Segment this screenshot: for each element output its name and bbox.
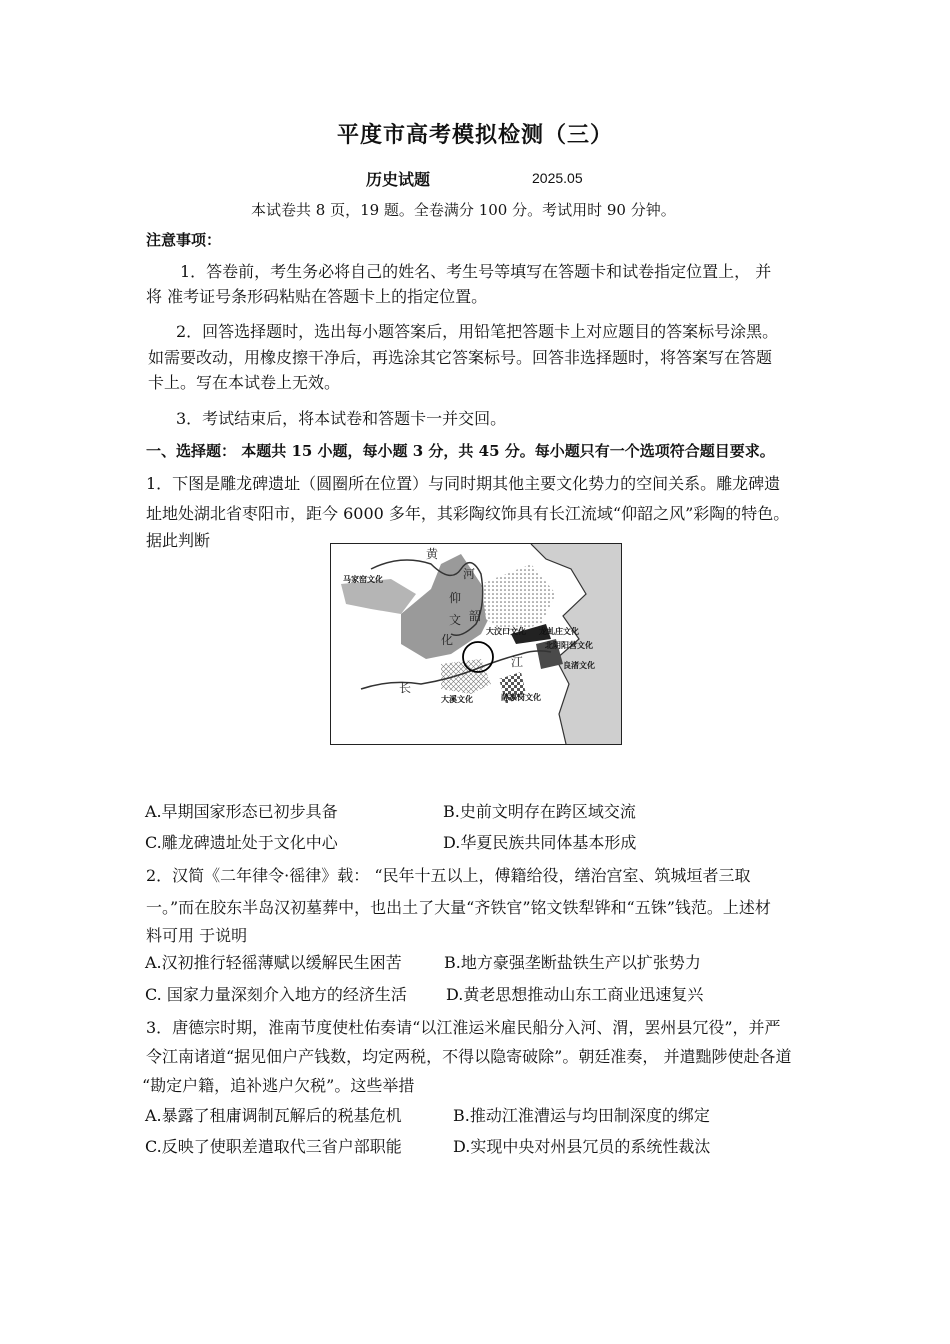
q1-option-b: B.史前文明存在跨区域交流 bbox=[443, 802, 636, 821]
label-chang: 长 bbox=[399, 681, 412, 695]
label-longqiuzhuang: 龙虬庄文化 bbox=[539, 627, 579, 636]
label-liangzhu: 良渚文化 bbox=[563, 661, 595, 670]
label-jiang: 江 bbox=[511, 655, 524, 669]
notice-item-1-line-1: 1．答卷前，考生务必将自己的姓名、考生号等填写在答题卡和试卷指定位置上， 并 bbox=[180, 262, 772, 281]
q1-stem-line-3: 据此判断 bbox=[146, 531, 211, 550]
q2-stem-line-3: 料可用 于说明 bbox=[146, 926, 248, 945]
q2-option-d: D.黄老思想推动山东工商业迅速复兴 bbox=[446, 985, 704, 1004]
notice-item-2-line-1: 2．回答选择题时，选出每小题答案后，用铅笔把答题卡上对应题目的答案标号涂黑。 bbox=[176, 322, 779, 341]
majiayao-region bbox=[341, 579, 416, 614]
q3-option-b: B.推动江淮漕运与均田制深度的绑定 bbox=[453, 1106, 710, 1125]
label-beiyinyangying: 北阴阳营文化 bbox=[545, 641, 593, 650]
label-huang: 黄 bbox=[426, 547, 439, 561]
q2-option-c: C. 国家力量深刻介入地方的经济生活 bbox=[145, 985, 407, 1004]
label-majiayao: 马家窑文化 bbox=[343, 575, 383, 584]
label-hua: 化 bbox=[441, 633, 454, 647]
notice-heading: 注意事项： bbox=[146, 231, 222, 249]
q2-option-a: A.汉初推行轻徭薄赋以缓解民生困苦 bbox=[145, 953, 402, 972]
notice-item-2-line-3: 卡上。写在本试卷上无效。 bbox=[148, 373, 341, 392]
q1-stem-line-2: 址地处湖北省枣阳市，距今 6000 多年，其彩陶纹饰具有长江流域“仰韶之风”彩陶的特色。 bbox=[146, 504, 790, 523]
page-title: 平度市高考模拟检测（三） bbox=[336, 122, 613, 148]
daxi-region bbox=[441, 659, 491, 694]
culture-map bbox=[330, 543, 622, 745]
q2-option-b: B.地方豪强垄断盐铁生产以扩张势力 bbox=[444, 953, 701, 972]
q1-stem-line-1: 1．下图是雕龙碑遗址（圆圈所在位置）与同时期其他主要文化势力的空间关系。雕龙碑遗 bbox=[146, 474, 781, 493]
exam-info: 本试卷共 8 页，19 题。全卷满分 100 分。考试用时 90 分钟。 bbox=[251, 201, 676, 219]
label-dawenkou: 大汶口文化 bbox=[486, 627, 526, 636]
label-daxi: 大溪文化 bbox=[441, 695, 473, 704]
subject-title: 历史试题 bbox=[366, 170, 431, 189]
notice-item-1-line-2: 将 准考证号条形码粘贴在答题卡上的指定位置。 bbox=[146, 287, 488, 306]
exam-date: 2025.05 bbox=[532, 170, 583, 186]
notice-item-2-line-2: 如需要改动，用橡皮擦干净后，再选涂其它答案标号。回答非选择题时，将答案写在答题 bbox=[148, 348, 773, 367]
label-xuejiagang: 薛家岗文化 bbox=[501, 693, 541, 702]
q3-stem-line-1: 3．唐德宗时期，淮南节度使杜佑奏请“以江淮运米雇民船分入河、渭，罢州县冗役”，并严 bbox=[146, 1018, 781, 1037]
q3-option-a: A.暴露了租庸调制瓦解后的税基危机 bbox=[145, 1106, 402, 1125]
label-yang: 仰 bbox=[449, 591, 462, 605]
q2-stem-line-1: 2．汉简《二年律令·徭律》载： “民年十五以上，傅籍给役，缮治宫室、筑城垣者三取 bbox=[146, 866, 751, 885]
q3-stem-line-2: 令江南诸道“据见佃户产钱数，均定两税，不得以隐寄破除”。朝廷准奏， 并遣黜陟使赴各道 bbox=[146, 1047, 792, 1066]
q1-option-c: C.雕龙碑遗址处于文化中心 bbox=[145, 833, 338, 852]
q1-option-a: A.早期国家形态已初步具备 bbox=[145, 802, 338, 821]
label-he1: 河 bbox=[463, 567, 476, 581]
dawenkou-region bbox=[481, 564, 556, 634]
q3-option-c: C.反映了使职差遣取代三省户部职能 bbox=[145, 1137, 402, 1156]
q3-option-d: D.实现中央对州县冗员的系统性裁汰 bbox=[453, 1137, 711, 1156]
q3-stem-line-3: “勘定户籍，追补逃户欠税”。这些举措 bbox=[142, 1076, 415, 1095]
notice-item-3: 3．考试结束后，将本试卷和答题卡一并交回。 bbox=[176, 409, 507, 428]
section-1-heading: 一、选择题： 本题共 15 小题，每小题 3 分，共 45 分。每小题只有一个选项符合题目要求。 bbox=[146, 442, 775, 460]
q2-stem-line-2: 一。”而在胶东半岛汉初墓葬中，也出土了大量“齐铁官”铭文铁犁铧和“五铢”钱范。上述材 bbox=[146, 898, 771, 917]
label-wen: 文 bbox=[449, 613, 462, 627]
q1-option-d: D.华夏民族共同体基本形成 bbox=[443, 833, 637, 852]
label-shao: 韶 bbox=[469, 609, 482, 623]
